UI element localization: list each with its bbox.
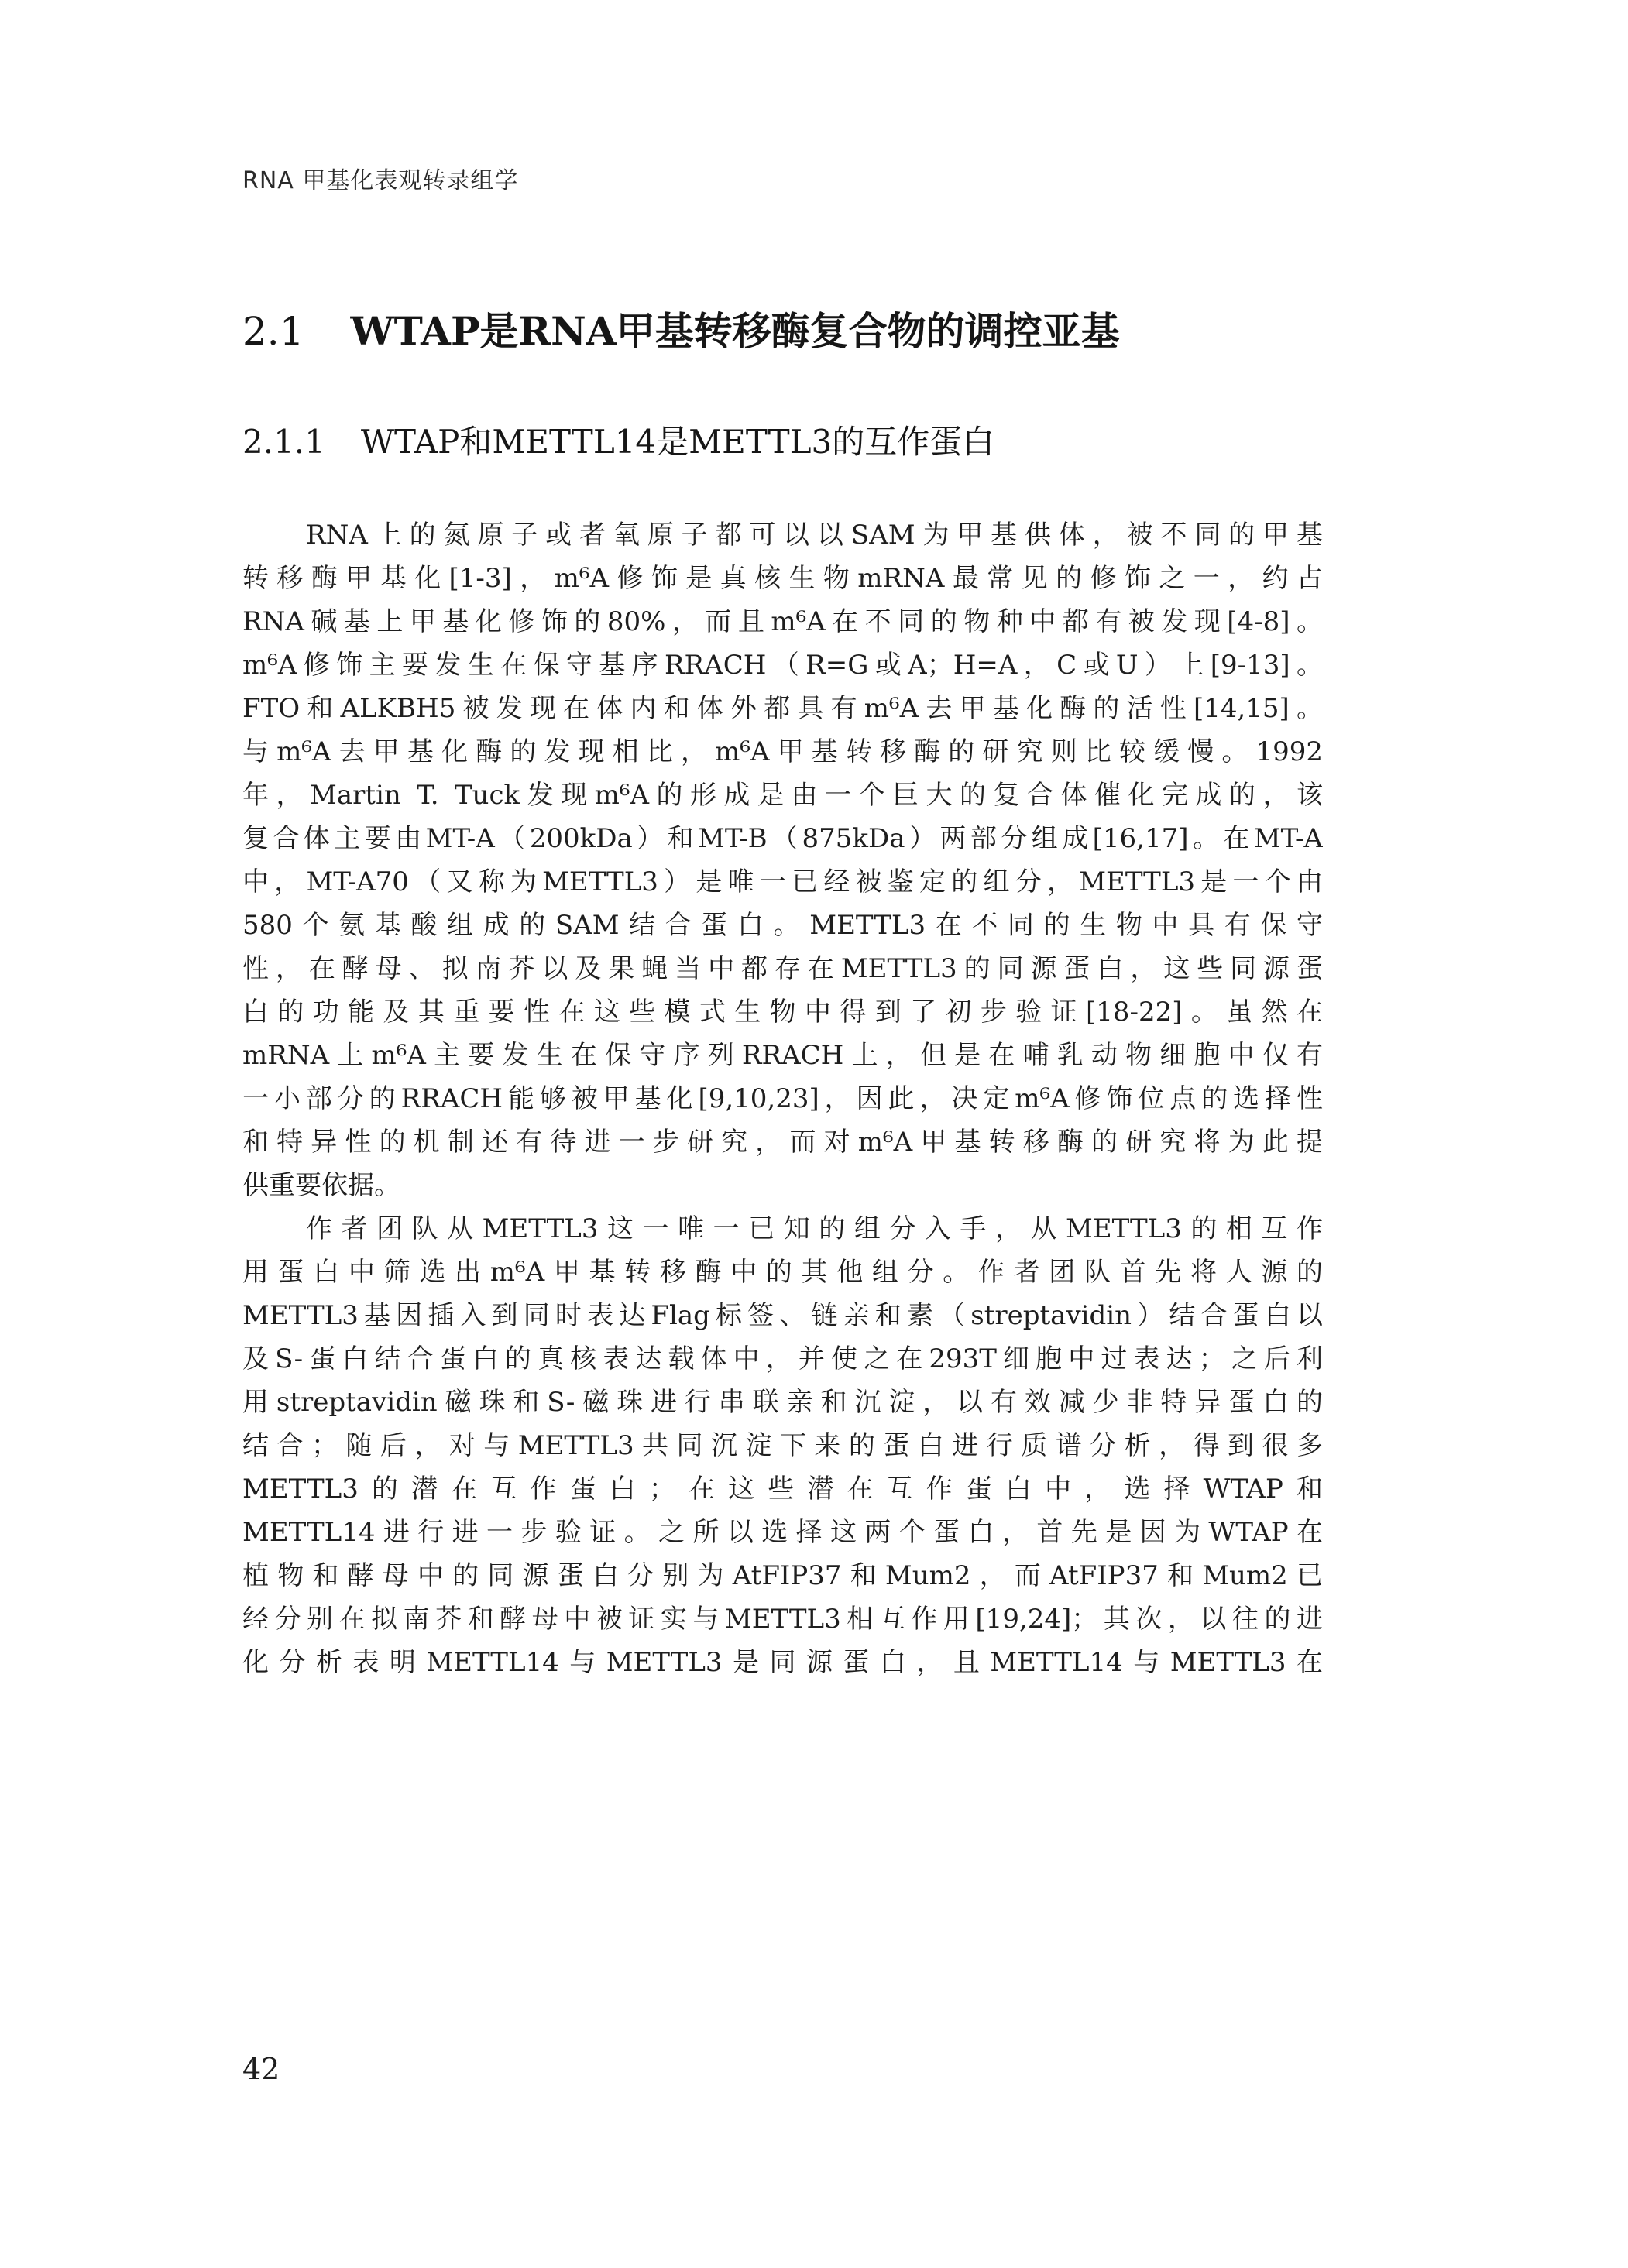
section-heading [242, 300, 1120, 356]
subsection-heading [242, 417, 994, 463]
text-line: 转移酶甲基化[1-3]，m⁶A修饰是真核生物mRNA最常见的修饰之一，约占 [242, 563, 1323, 594]
text-line: METTL14进行进一步验证。之所以选择这两个蛋白，首先是因为WTAP在 [242, 1517, 1323, 1548]
text-line: 年，Martin T. Tuck发现m⁶A的形成是由一个巨大的复合体催化完成的，该 [242, 780, 1323, 811]
text-line: 经分别在拟南芥和酵母中被证实与METTL3相互作用[19,24]；其次，以往的进 [242, 1604, 1323, 1635]
text-line: RNA上的氮原子或者氧原子都可以以SAM为甲基供体，被不同的甲基 [306, 520, 1323, 551]
section-title: WTAP是RNA甲基转移酶复合物的调控亚基 [350, 308, 1120, 354]
text-line: METTL3的潜在互作蛋白；在这些潜在互作蛋白中，选择WTAP和 [242, 1474, 1323, 1505]
text-line: 植物和酵母中的同源蛋白分别为AtFIP37和Mum2，而AtFIP37和Mum2已 [242, 1560, 1323, 1591]
text-line: 作者团队从METTL3这一唯一已知的组分入手，从METTL3的相互作 [306, 1213, 1323, 1244]
text-line: 白的功能及其重要性在这些模式生物中得到了初步验证[18-22]。虽然在 [242, 997, 1323, 1028]
subsection-title: WTAP和METTL14是METTL3的互作蛋白 [360, 423, 995, 461]
text-line: m⁶A修饰主要发生在保守基序RRACH（R=G或A；H=A，C或U）上[9-13]。 [242, 650, 1323, 681]
text-line: 用蛋白中筛选出m⁶A甲基转移酶中的其他组分。作者团队首先将人源的 [242, 1257, 1323, 1288]
text-line: 和特异性的机制还有待进一步研究，而对m⁶A甲基转移酶的研究将为此提 [242, 1127, 1323, 1158]
text-line: 用streptavidin磁珠和S-磁珠进行串联亲和沉淀，以有效减少非特异蛋白的 [242, 1387, 1323, 1418]
text-line: 化分析表明METTL14与METTL3是同源蛋白，且METTL14与METTL3在 [242, 1647, 1323, 1678]
text-line: FTO和ALKBH5被发现在体内和体外都具有m⁶A去甲基化酶的活性[14,15]。 [242, 693, 1323, 724]
text-line: 供重要依据。 [242, 1170, 400, 1201]
text-line: 复合体主要由MT-A（200kDa）和MT-B（875kDa）两部分组成[16,17]。在MT-A [242, 823, 1323, 854]
text-line: RNA碱基上甲基化修饰的80%，而且m⁶A在不同的物种中都有被发现[4-8]。 [242, 606, 1323, 637]
text-line: 结合；随后，对与METTL3共同沉淀下来的蛋白进行质谱分析，得到很多 [242, 1430, 1323, 1461]
text-line: METTL3基因插入到同时表达Flag标签、链亲和素（streptavidin）结合蛋白以 [242, 1300, 1323, 1331]
text-line: mRNA上m⁶A主要发生在保守序列RRACH上，但是在哺乳动物细胞中仅有 [242, 1040, 1323, 1071]
text-line: 一小部分的RRACH能够被甲基化[9,10,23]，因此，决定m⁶A修饰位点的选择性 [242, 1083, 1323, 1114]
text-line: 与m⁶A去甲基化酶的发现相比，m⁶A甲基转移酶的研究则比较缓慢。1992 [242, 736, 1323, 767]
running-header: RNA 甲基化表观转录组学 [242, 167, 519, 194]
text-line: 性，在酵母、拟南芥以及果蝇当中都存在METTL3的同源蛋白，这些同源蛋 [242, 953, 1323, 984]
text-line: 580个氨基酸组成的SAM结合蛋白。METTL3在不同的生物中具有保守 [242, 910, 1323, 941]
subsection-number: 2.1.1 [242, 423, 325, 461]
section-number: 2.1 [242, 309, 304, 354]
text-line: 及S-蛋白结合蛋白的真核表达载体中，并使之在293T细胞中过表达；之后利 [242, 1343, 1323, 1374]
page-number: 42 [242, 2052, 280, 2086]
text-line: 中，MT-A70（又称为METTL3）是唯一已经被鉴定的组分，METTL3是一个由 [242, 866, 1323, 897]
body-text [242, 513, 1323, 1684]
